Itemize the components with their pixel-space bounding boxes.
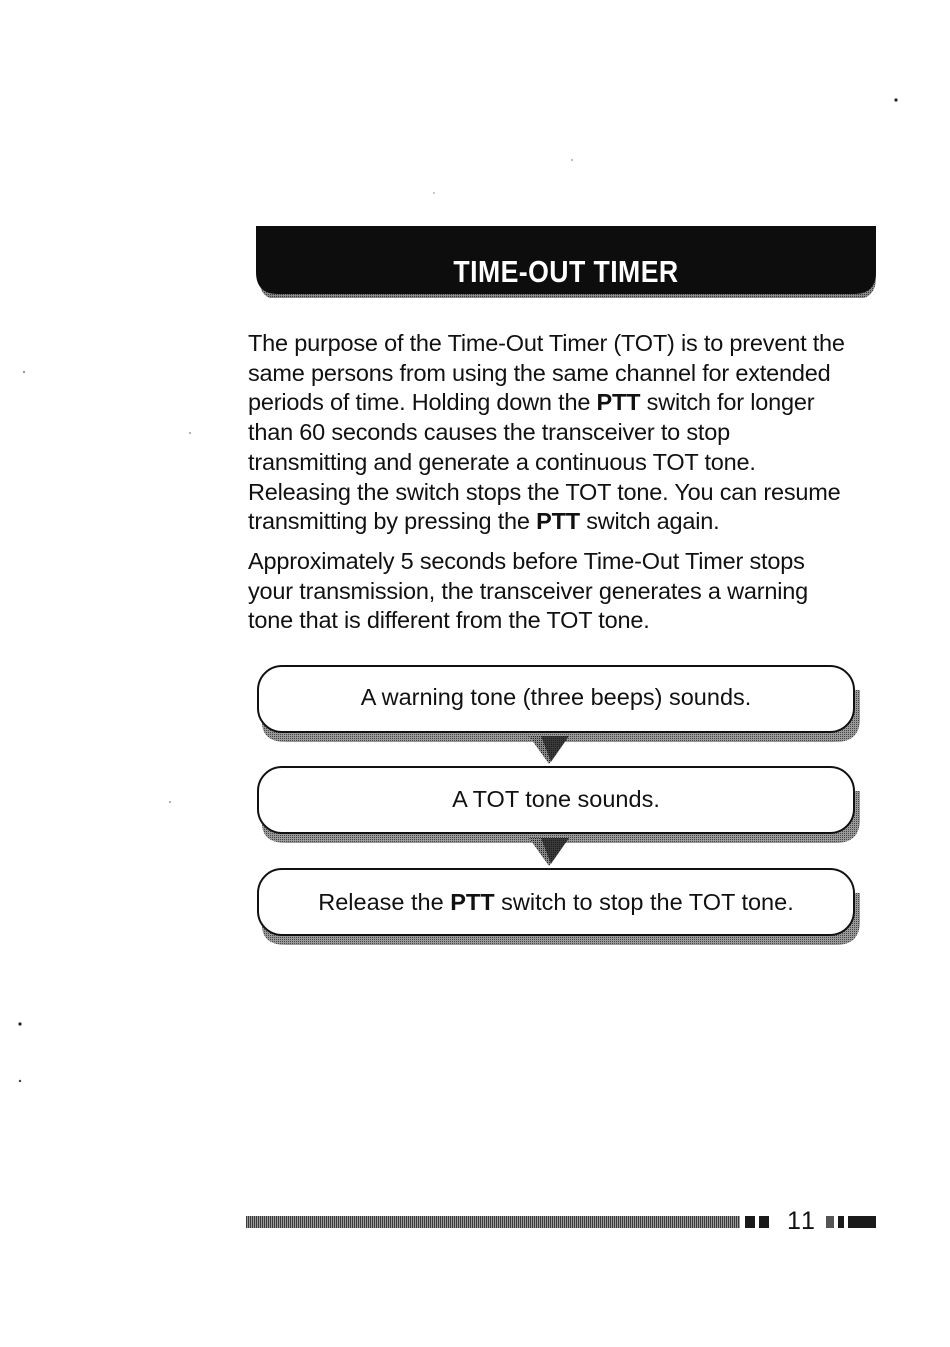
flow-step-warning-tone xyxy=(256,664,864,744)
intro-paragraph xyxy=(248,329,888,537)
down-arrow-icon xyxy=(529,736,569,766)
footer-marker xyxy=(745,1216,755,1228)
text-line: your transmission, the transceiver generates a warning xyxy=(248,577,809,604)
text-line: The purpose of the Time-Out Timer (TOT) is to prevent the xyxy=(248,330,845,356)
flow-step-release-ptt xyxy=(256,867,864,947)
warning-paragraph xyxy=(248,547,888,636)
text-line: than 60 seconds causes the transceiver to stop xyxy=(248,419,730,446)
text-line: tone that is different from the TOT tone. xyxy=(248,607,650,634)
text-line xyxy=(248,507,888,537)
flow-step-tot-tone xyxy=(256,765,864,845)
text-run: transmitting by pressing the xyxy=(248,508,537,535)
footer-marker xyxy=(838,1216,844,1228)
flow-step-text xyxy=(256,889,856,916)
text-run: periods of time. Holding down the xyxy=(248,389,597,416)
footer-marker xyxy=(759,1216,769,1228)
section-title: TIME-OUT TIMER xyxy=(453,254,679,289)
text-run: switch again. xyxy=(579,508,720,535)
ptt-keyword: PTT xyxy=(596,389,641,416)
footer-marker xyxy=(826,1216,834,1228)
flow-step-text: A warning tone (three beeps) sounds. xyxy=(360,684,752,710)
text-run: switch for longer xyxy=(640,389,815,416)
text-run: Release the xyxy=(318,889,451,915)
ptt-keyword: PTT xyxy=(536,508,580,535)
footer-rule xyxy=(246,1216,740,1228)
text-line: same persons from using the same channel for extended xyxy=(248,359,831,386)
down-arrow-icon xyxy=(529,838,569,868)
section-title-banner xyxy=(256,226,876,298)
text-line: Approximately 5 seconds before Time-Out Timer stops xyxy=(248,548,805,574)
flow-step-text: A TOT tone sounds. xyxy=(452,786,660,812)
text-line xyxy=(248,388,888,418)
page-number: 11 xyxy=(787,1207,817,1235)
text-run: switch to stop the TOT tone. xyxy=(494,889,794,915)
text-line: Releasing the switch stops the TOT tone. You can resume xyxy=(248,478,841,505)
footer-marker xyxy=(848,1216,876,1228)
text-line: transmitting and generate a continuous TOT tone. xyxy=(248,448,756,475)
ptt-keyword: PTT xyxy=(450,889,495,915)
